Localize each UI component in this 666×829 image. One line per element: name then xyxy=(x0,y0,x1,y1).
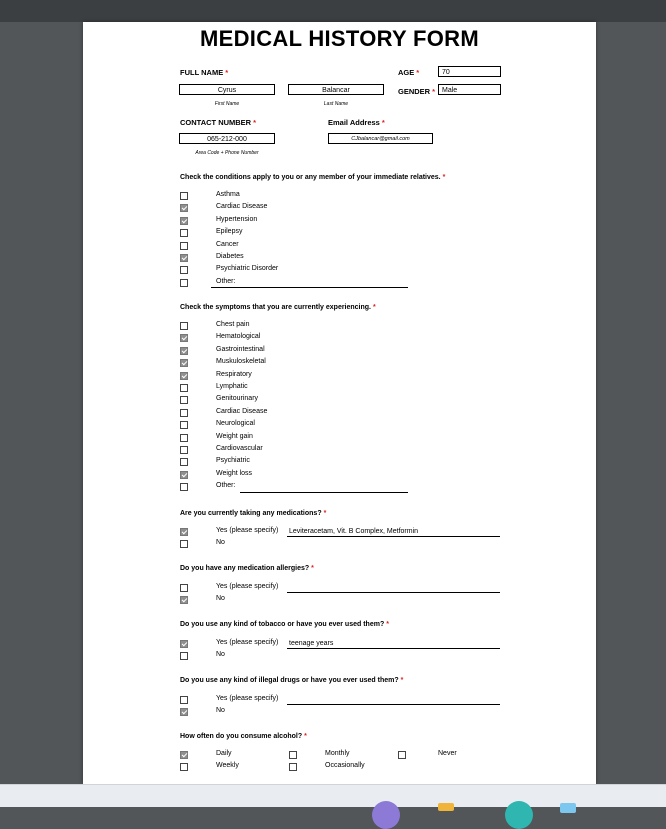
allergies-yes-checkbox[interactable] xyxy=(180,584,188,592)
conditions-checkbox[interactable] xyxy=(180,217,188,225)
drugs-yes-label: Yes (please specify) xyxy=(216,695,279,702)
pdf-page xyxy=(83,22,596,784)
medications-no-checkbox[interactable] xyxy=(180,540,188,548)
symptoms-item-label: Cardiac Disease xyxy=(216,407,268,415)
tobacco-specify-field[interactable]: teenage years xyxy=(287,639,500,649)
symptoms-checkbox[interactable] xyxy=(180,396,188,404)
last-name-field[interactable]: Balancar xyxy=(288,84,384,95)
symptoms-item-label: Neurological xyxy=(216,420,255,428)
tobacco-no-checkbox[interactable] xyxy=(180,652,188,660)
alcohol-weekly-checkbox[interactable] xyxy=(180,763,188,771)
medications-yes-checkbox[interactable] xyxy=(180,528,188,536)
symptoms-item-label: Lymphatic xyxy=(216,383,248,390)
symptoms-checkbox[interactable] xyxy=(180,458,188,466)
conditions-other-line[interactable] xyxy=(211,278,408,288)
tobacco-yes-label: Yes (please specify) xyxy=(216,639,279,646)
alcohol-daily-checkbox[interactable] xyxy=(180,751,188,759)
alcohol-monthly-label: Monthly xyxy=(325,750,350,757)
symptoms-checkbox[interactable] xyxy=(180,322,188,330)
medications-yes-label: Yes (please specify) xyxy=(216,527,279,534)
allergies-no-checkbox[interactable] xyxy=(180,596,188,604)
conditions-checkbox[interactable] xyxy=(180,192,188,200)
symptoms-item-label: Cardiovascular xyxy=(216,445,263,452)
allergies-question: Do you have any medication allergies? * xyxy=(180,565,314,572)
symptoms-checkbox[interactable] xyxy=(180,434,188,442)
drugs-yes-checkbox[interactable] xyxy=(180,696,188,704)
alcohol-question: How often do you consume alcohol? * xyxy=(180,733,307,740)
conditions-checkbox[interactable] xyxy=(180,229,188,237)
allergies-no-label: No xyxy=(216,595,225,602)
symptoms-item-label: Weight loss xyxy=(216,469,253,477)
symptoms-checkbox[interactable] xyxy=(180,409,188,417)
gender-field[interactable]: Male xyxy=(438,84,501,95)
conditions-item-label: Diabetes xyxy=(216,253,244,260)
age-label: AGE * xyxy=(398,68,420,77)
conditions-checkbox[interactable] xyxy=(180,204,188,212)
symptoms-item-label: Other: xyxy=(216,482,236,490)
drugs-specify-field[interactable] xyxy=(287,695,500,705)
age-field[interactable]: 70 xyxy=(438,66,501,77)
conditions-item-label: Cardiac Disease xyxy=(216,203,268,211)
symptoms-question: Check the symptoms that you are currently experiencing. * xyxy=(180,304,376,311)
alcohol-weekly-label: Weekly xyxy=(216,762,239,769)
symptoms-item-label: Hematological xyxy=(216,333,261,341)
contact-number-field[interactable]: 065-212-000 xyxy=(179,133,275,144)
symptoms-item-label: Psychiatric xyxy=(216,457,250,465)
symptoms-item-label: Respiratory xyxy=(216,370,252,378)
symptoms-checkbox[interactable] xyxy=(180,347,188,355)
allergies-yes-label: Yes (please specify) xyxy=(216,583,279,590)
viewer-toolbar xyxy=(0,0,666,22)
conditions-question: Check the conditions apply to you or any member of your immediate relatives. * xyxy=(180,174,446,181)
drugs-question: Do you use any kind of illegal drugs or have you ever used them? * xyxy=(180,677,404,684)
symptoms-checkbox[interactable] xyxy=(180,421,188,429)
symptoms-checkbox[interactable] xyxy=(180,446,188,454)
alcohol-monthly-checkbox[interactable] xyxy=(289,751,297,759)
symptoms-checkbox[interactable] xyxy=(180,471,188,479)
conditions-checkbox[interactable] xyxy=(180,266,188,274)
conditions-item-label: Other: xyxy=(216,277,236,285)
conditions-item-label: Psychiatric Disorder xyxy=(216,265,279,273)
conditions-item-label: Cancer xyxy=(216,240,239,248)
first-name-field[interactable]: Cyrus xyxy=(179,84,275,95)
first-name-caption: First Name xyxy=(214,101,240,107)
symptoms-checkbox[interactable] xyxy=(180,384,188,392)
conditions-item-label: Epilepsy xyxy=(216,228,243,236)
drugs-no-checkbox[interactable] xyxy=(180,708,188,716)
app-icon[interactable] xyxy=(560,803,576,813)
alcohol-occasionally-checkbox[interactable] xyxy=(289,763,297,771)
medications-no-label: No xyxy=(216,539,225,546)
alcohol-never-label: Never xyxy=(438,750,457,757)
symptoms-item-label: Muskuloskeletal xyxy=(216,358,266,366)
medications-specify-field[interactable]: Leviteracetam, Vit. B Complex, Metformin xyxy=(287,527,500,537)
folder-icon[interactable] xyxy=(438,803,454,811)
full-name-label: FULL NAME * xyxy=(180,68,229,77)
conditions-item-label: Hypertension xyxy=(216,215,258,223)
symptoms-checkbox[interactable] xyxy=(180,372,188,380)
contact-number-caption: Area Code + Phone Number xyxy=(195,150,259,156)
symptoms-other-line[interactable] xyxy=(240,483,408,493)
contact-number-label: CONTACT NUMBER * xyxy=(180,118,257,127)
medications-question: Are you currently taking any medications? * xyxy=(180,510,327,517)
symptoms-item-label: Gastrointestinal xyxy=(216,345,265,353)
email-label: Email Address * xyxy=(328,118,385,127)
drugs-no-label: No xyxy=(216,707,225,714)
symptoms-item-label: Weight gain xyxy=(216,432,253,440)
conditions-checkbox[interactable] xyxy=(180,254,188,262)
gender-label: GENDER * xyxy=(398,87,436,96)
app-icon[interactable] xyxy=(505,801,533,829)
app-icon[interactable] xyxy=(372,801,400,829)
conditions-checkbox[interactable] xyxy=(180,242,188,250)
tobacco-yes-checkbox[interactable] xyxy=(180,640,188,648)
tobacco-question: Do you use any kind of tobacco or have you ever used them? * xyxy=(180,621,389,628)
conditions-checkbox[interactable] xyxy=(180,279,188,287)
symptoms-checkbox[interactable] xyxy=(180,359,188,367)
symptoms-item-label: Chest pain xyxy=(216,321,250,328)
form-title: MEDICAL HISTORY FORM xyxy=(200,26,479,51)
allergies-specify-field[interactable] xyxy=(287,583,500,593)
email-field[interactable]: CJbalancar@gmail.com xyxy=(328,133,433,144)
symptoms-checkbox[interactable] xyxy=(180,483,188,491)
alcohol-daily-label: Daily xyxy=(216,750,232,757)
symptoms-item-label: Genitourinary xyxy=(216,395,259,403)
tobacco-no-label: No xyxy=(216,651,225,658)
taskbar xyxy=(0,784,666,807)
alcohol-never-checkbox[interactable] xyxy=(398,751,406,759)
last-name-caption: Last Name xyxy=(323,101,349,107)
conditions-item-label: Asthma xyxy=(216,191,240,198)
symptoms-checkbox[interactable] xyxy=(180,334,188,342)
alcohol-occasionally-label: Occasionally xyxy=(325,762,365,769)
